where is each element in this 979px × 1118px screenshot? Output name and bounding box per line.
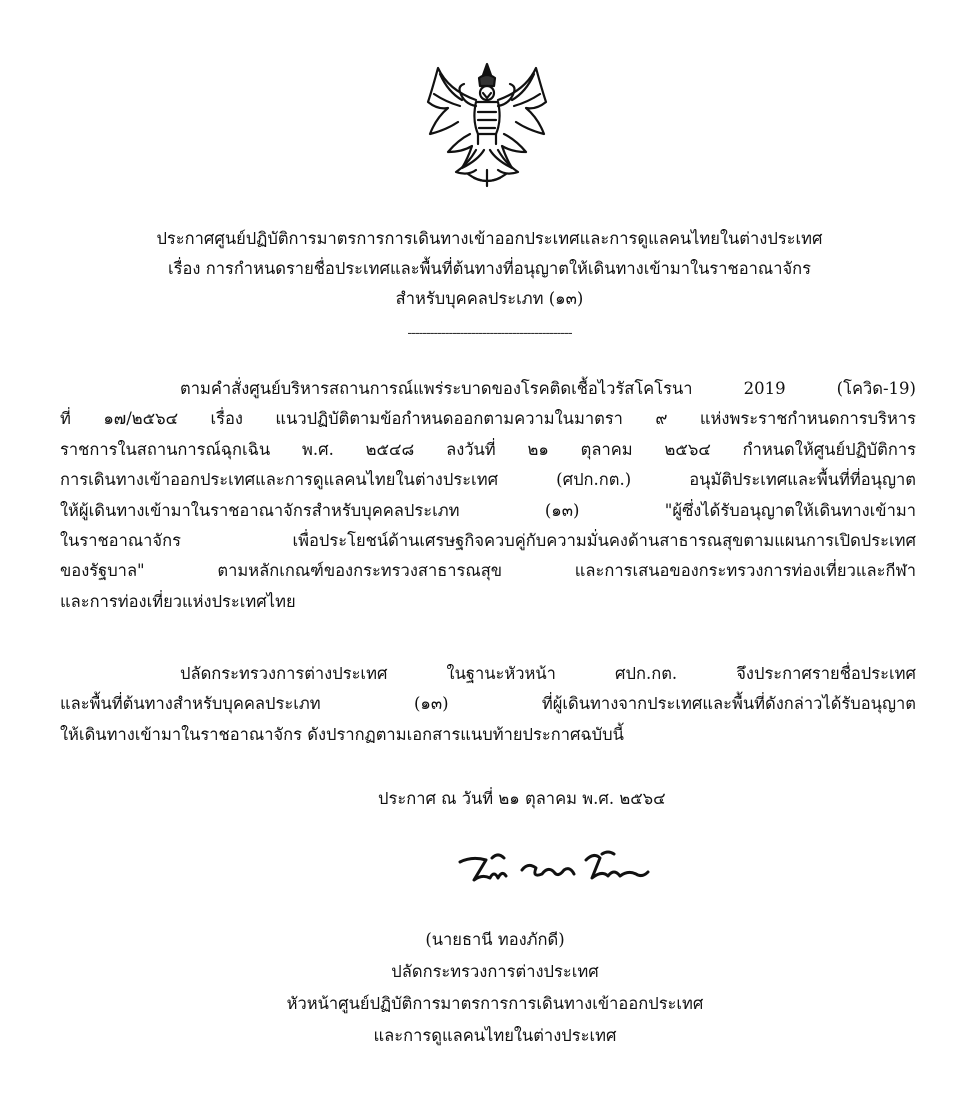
heading-line-3: สำหรับบุคคลประเภท (๑๓) xyxy=(395,289,584,308)
handwritten-signature-icon xyxy=(452,848,652,890)
signer-title-1: ปลัดกระทรวงการต่างประเทศ xyxy=(391,962,599,981)
paragraph-1-line: ที่ ๑๗/๒๕๖๔ เรื่อง แนวปฏิบัติตามข้อกำหนดออกตามความในมาตรา ๙ แห่งพระราชกำหนดการบริหาร xyxy=(60,409,916,429)
paragraph-1-line: การเดินทางเข้าออกประเทศและการดูแลคนไทยในต่างประเทศ (ศปก.กต.) อนุมัติประเทศและพื้นที่ที่อนุญาต xyxy=(60,470,916,490)
paragraph-1-line: ในราชอาณาจักร เพื่อประโยชน์ด้านเศรษฐกิจควบคู่กับความมั่นคงด้านสาธารณสุขตามแผนการเปิดประเทศ xyxy=(60,531,916,551)
paragraph-1-line: ของรัฐบาล" ตามหลักเกณฑ์ของกระทรวงสาธารณสุข และการเสนอของกระทรวงการท่องเที่ยวและกีฬา xyxy=(60,561,916,581)
paragraph-1-line: ให้ผู้เดินทางเข้ามาในราชอาณาจักรสำหรับบุคคลประเภท (๑๓) "ผู้ซึ่งได้รับอนุญาตให้เดินทางเข้ามา xyxy=(60,500,916,520)
signer-title-3: และการดูแลคนไทยในต่างประเทศ xyxy=(373,1026,617,1045)
paragraph-2-line: และพื้นที่ต้นทางสำหรับบุคคลประเภท (๑๓) ที่ผู้เดินทางจากประเทศและพื้นที่ดังกล่าวได้รับอนุญาต xyxy=(60,694,916,714)
signer-block xyxy=(260,924,730,1052)
signer-title-2: หัวหน้าศูนย์ปฏิบัติการมาตรการการเดินทางเข้าออกประเทศ xyxy=(286,994,704,1013)
paragraph-1-line: ตามคำสั่งศูนย์บริหารสถานการณ์แพร่ระบาดของโรคติดเชื้อไวรัสโคโรนา 2019 (โควิด-19) xyxy=(180,379,916,398)
signer-name: (นายธานี ทองภักดี) xyxy=(425,930,565,949)
paragraph-2 xyxy=(60,659,916,750)
paragraph-1-line: ราชการในสถานการณ์ฉุกเฉิน พ.ศ. ๒๕๔๘ ลงวันที่ ๒๑ ตุลาคม ๒๕๖๔ กำหนดให้ศูนย์ปฏิบัติการ xyxy=(60,439,916,459)
heading-divider: -------------------------------------------- xyxy=(407,325,572,341)
paragraph-2-line: ปลัดกระทรวงการต่างประเทศ ในฐานะหัวหน้า ศปก.กต. จึงประกาศรายชื่อประเทศ xyxy=(180,664,916,683)
heading-line-2: เรื่อง การกำหนดรายชื่อประเทศและพื้นที่ต้นทางที่อนุญาตให้เดินทางเข้ามาในราชอาณาจักร xyxy=(167,259,811,278)
paragraph-2-line: ให้เดินทางเข้ามาในราชอาณาจักร ดังปรากฏตามเอกสารแนบท้ายประกาศฉบับนี้ xyxy=(60,724,624,744)
heading-line-1: ประกาศศูนย์ปฏิบัติการมาตรการการเดินทางเข้าออกประเทศและการดูแลคนไทยในต่างประเทศ xyxy=(156,229,823,248)
paragraph-1-line: และการท่องเที่ยวแห่งประเทศไทย xyxy=(60,591,296,611)
announcement-date: ประกาศ ณ วันที่ ๒๑ ตุลาคม พ.ศ. ๒๕๖๔ xyxy=(378,789,666,808)
announcement-heading xyxy=(60,224,919,314)
paragraph-1 xyxy=(60,374,916,617)
garuda-emblem-icon xyxy=(418,60,556,190)
